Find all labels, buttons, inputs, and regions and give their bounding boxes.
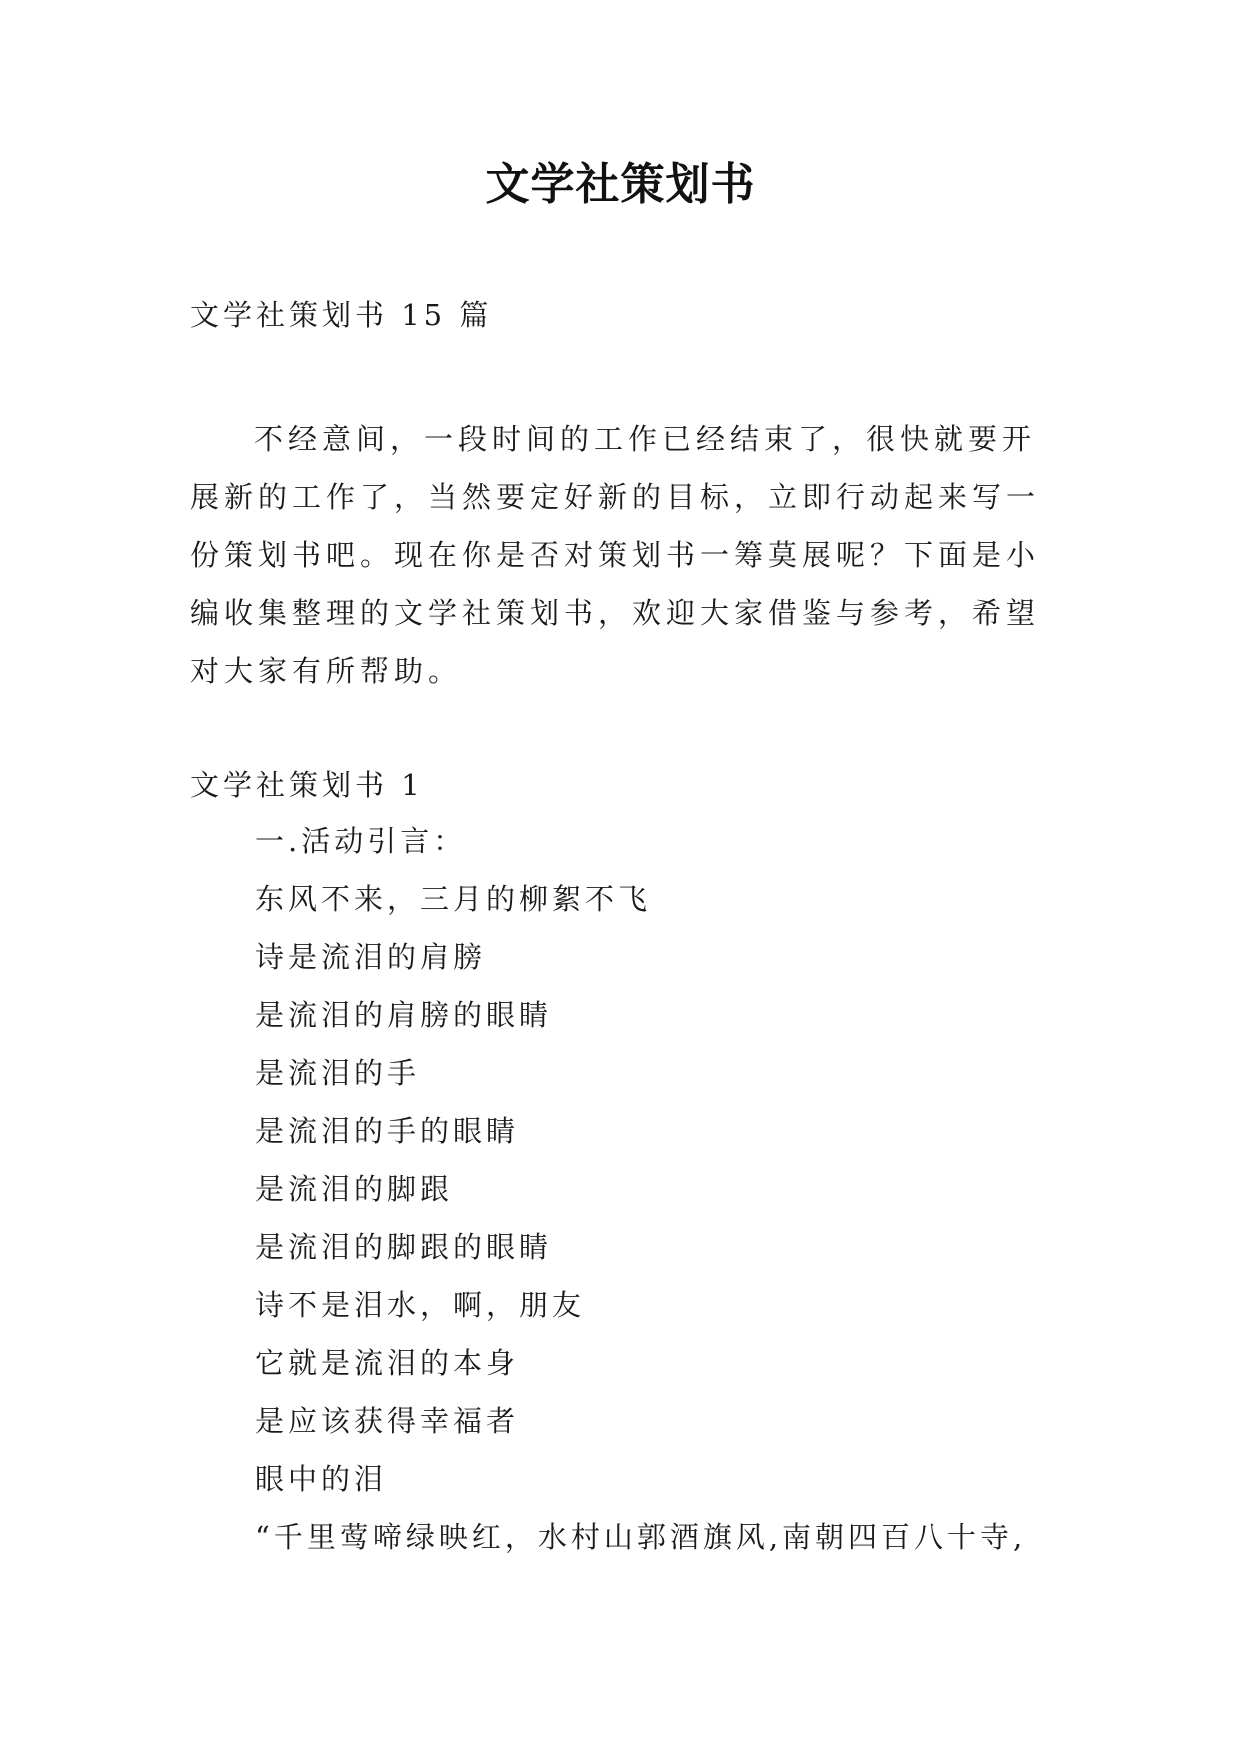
body-line: 一.活动引言： [255,824,467,858]
body-line: 是流泪的肩膀的眼睛 [255,998,553,1032]
body-line: 它就是流泪的本身 [255,1346,520,1380]
document-subtitle: 文学社策划书 15 篇 [190,298,493,332]
document-title: 文学社策划书 [485,159,756,210]
body-line: 是流泪的手 [255,1056,421,1090]
body-line: “千里莺啼绿映红，水村山郭酒旗风,南朝四百八十寺, [255,1520,1027,1554]
body-line: 是流泪的脚跟的眼睛 [255,1230,553,1264]
section-body-lines [255,812,1026,1566]
body-line: 诗不是泪水，啊，朋友 [255,1288,586,1322]
section-heading: 文学社策划书 1 [190,768,424,802]
body-line: 东风不来，三月的柳絮不飞 [255,882,652,916]
body-line: 是流泪的脚跟 [255,1172,454,1206]
body-line: 是应该获得幸福者 [255,1404,520,1438]
body-line: 眼中的泪 [255,1462,388,1496]
body-line: 诗是流泪的肩膀 [255,940,487,974]
body-line: 是流泪的手的眼睛 [255,1114,520,1148]
intro-paragraph: 不经意间，一段时间的工作已经结束了，很快就要开展新的工作了，当然要定好新的目标，立即行动起来写一份策划书吧。现在你是否对策划书一筹莫展呢？下面是小编收集整理的文学社策划书，欢迎大家借鉴与参考，希望对大家有所帮助。 [190,422,1041,688]
